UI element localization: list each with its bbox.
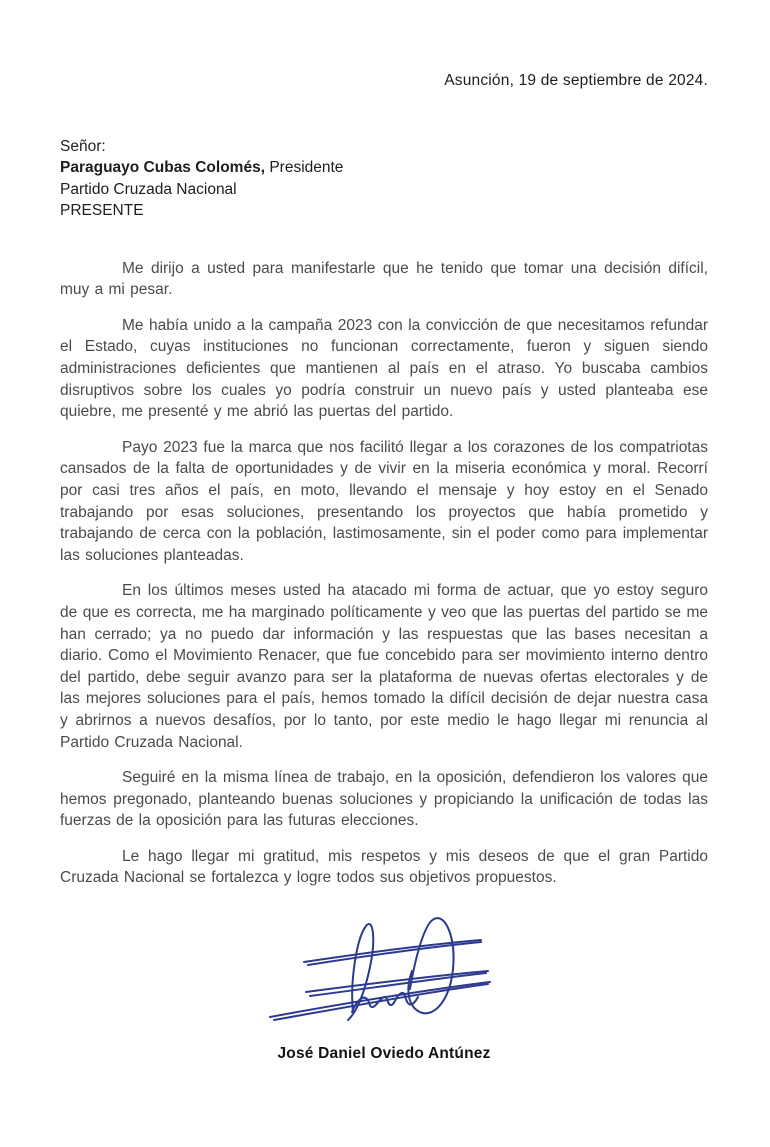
date-line: Asunción, 19 de septiembre de 2024.: [444, 72, 708, 89]
paragraph-4: En los últimos meses usted ha atacado mi forma de actuar, que yo estoy seguro de que es correcta, me ha marginado políticamente y veo que las puertas del partido se me han cerrado; ya no puedo dar información y las respuestas que las bases necesitan a diario. Como el Movimiento Renacer, que fue concebido para ser movimiento interno dentro del partido, debe seguir avanzo para ser la plataforma de nuevas ofertas electorales y de las mejores soluciones para el país, hemos tomado la difícil decisión de dejar nuestra casa y abrirnos a nuevos desafíos, por lo tanto, por este medio le hago llegar mi renuncia al Partido Cruzada Nacional.: [60, 582, 708, 751]
recipient-title: Presidente: [265, 159, 344, 177]
signature-strokes: [270, 918, 490, 1020]
paragraph-3: Payo 2023 fue la marca que nos facilitó llegar a los corazones de los compatriotas cansados de la falta de oportunidades y de vivir en la miseria económica y moral. Recorrí por casi tres años el país, en moto, llevando el mensaje y hoy estoy en el Senado trabajando por esas soluciones, presentando los proyectos que había prometido y trabajando de cerca con la población, lastimosamente, sin el poder como para implementar las soluciones planteadas.: [60, 438, 708, 564]
recipient-name: Paraguayo Cubas Colomés,: [60, 159, 266, 177]
recipient-salutation: Señor:: [60, 138, 106, 155]
signer-name: José Daniel Oviedo Antúnez: [277, 1045, 491, 1063]
paragraph-6: Le hago llegar mi gratitud, mis respetos y mis deseos de que el gran Partido Cruzada Nacional se fortalezca y logre todos sus objetivos propuestos.: [60, 847, 708, 887]
paragraph-5: Seguiré en la misma línea de trabajo, en la oposición, defendieron los valores que hemos pregonado, planteando buenas soluciones y propiciando la unificación de todas las fuerzas de la oposición para las futuras elecciones.: [60, 769, 708, 830]
paragraph-2: Me había unido a la campaña 2023 con la convicción de que necesitamos refundar el Estado, cuyas instituciones no funcionan correctamente, fueron y siguen siendo administraciones deficientes que mantienen al país en el atraso. Yo buscaba cambios disruptivos sobre los cuales yo podría construir un nuevo país y usted planteaba ese quiebre, me presenté y me abrió las puertas del partido.: [60, 316, 708, 421]
recipient-organization: Partido Cruzada Nacional: [60, 180, 237, 198]
paragraph-1: Me dirijo a usted para manifestarle que he tenido que tomar una decisión difícil, muy a mi pesar.: [60, 259, 708, 299]
recipient-delivery: PRESENTE: [60, 202, 144, 220]
letter-body: [60, 258, 708, 889]
recipient-name-line: [60, 157, 708, 178]
signature-block: [60, 909, 708, 1037]
signature-image: [260, 909, 510, 1034]
recipient-block: [60, 136, 708, 222]
